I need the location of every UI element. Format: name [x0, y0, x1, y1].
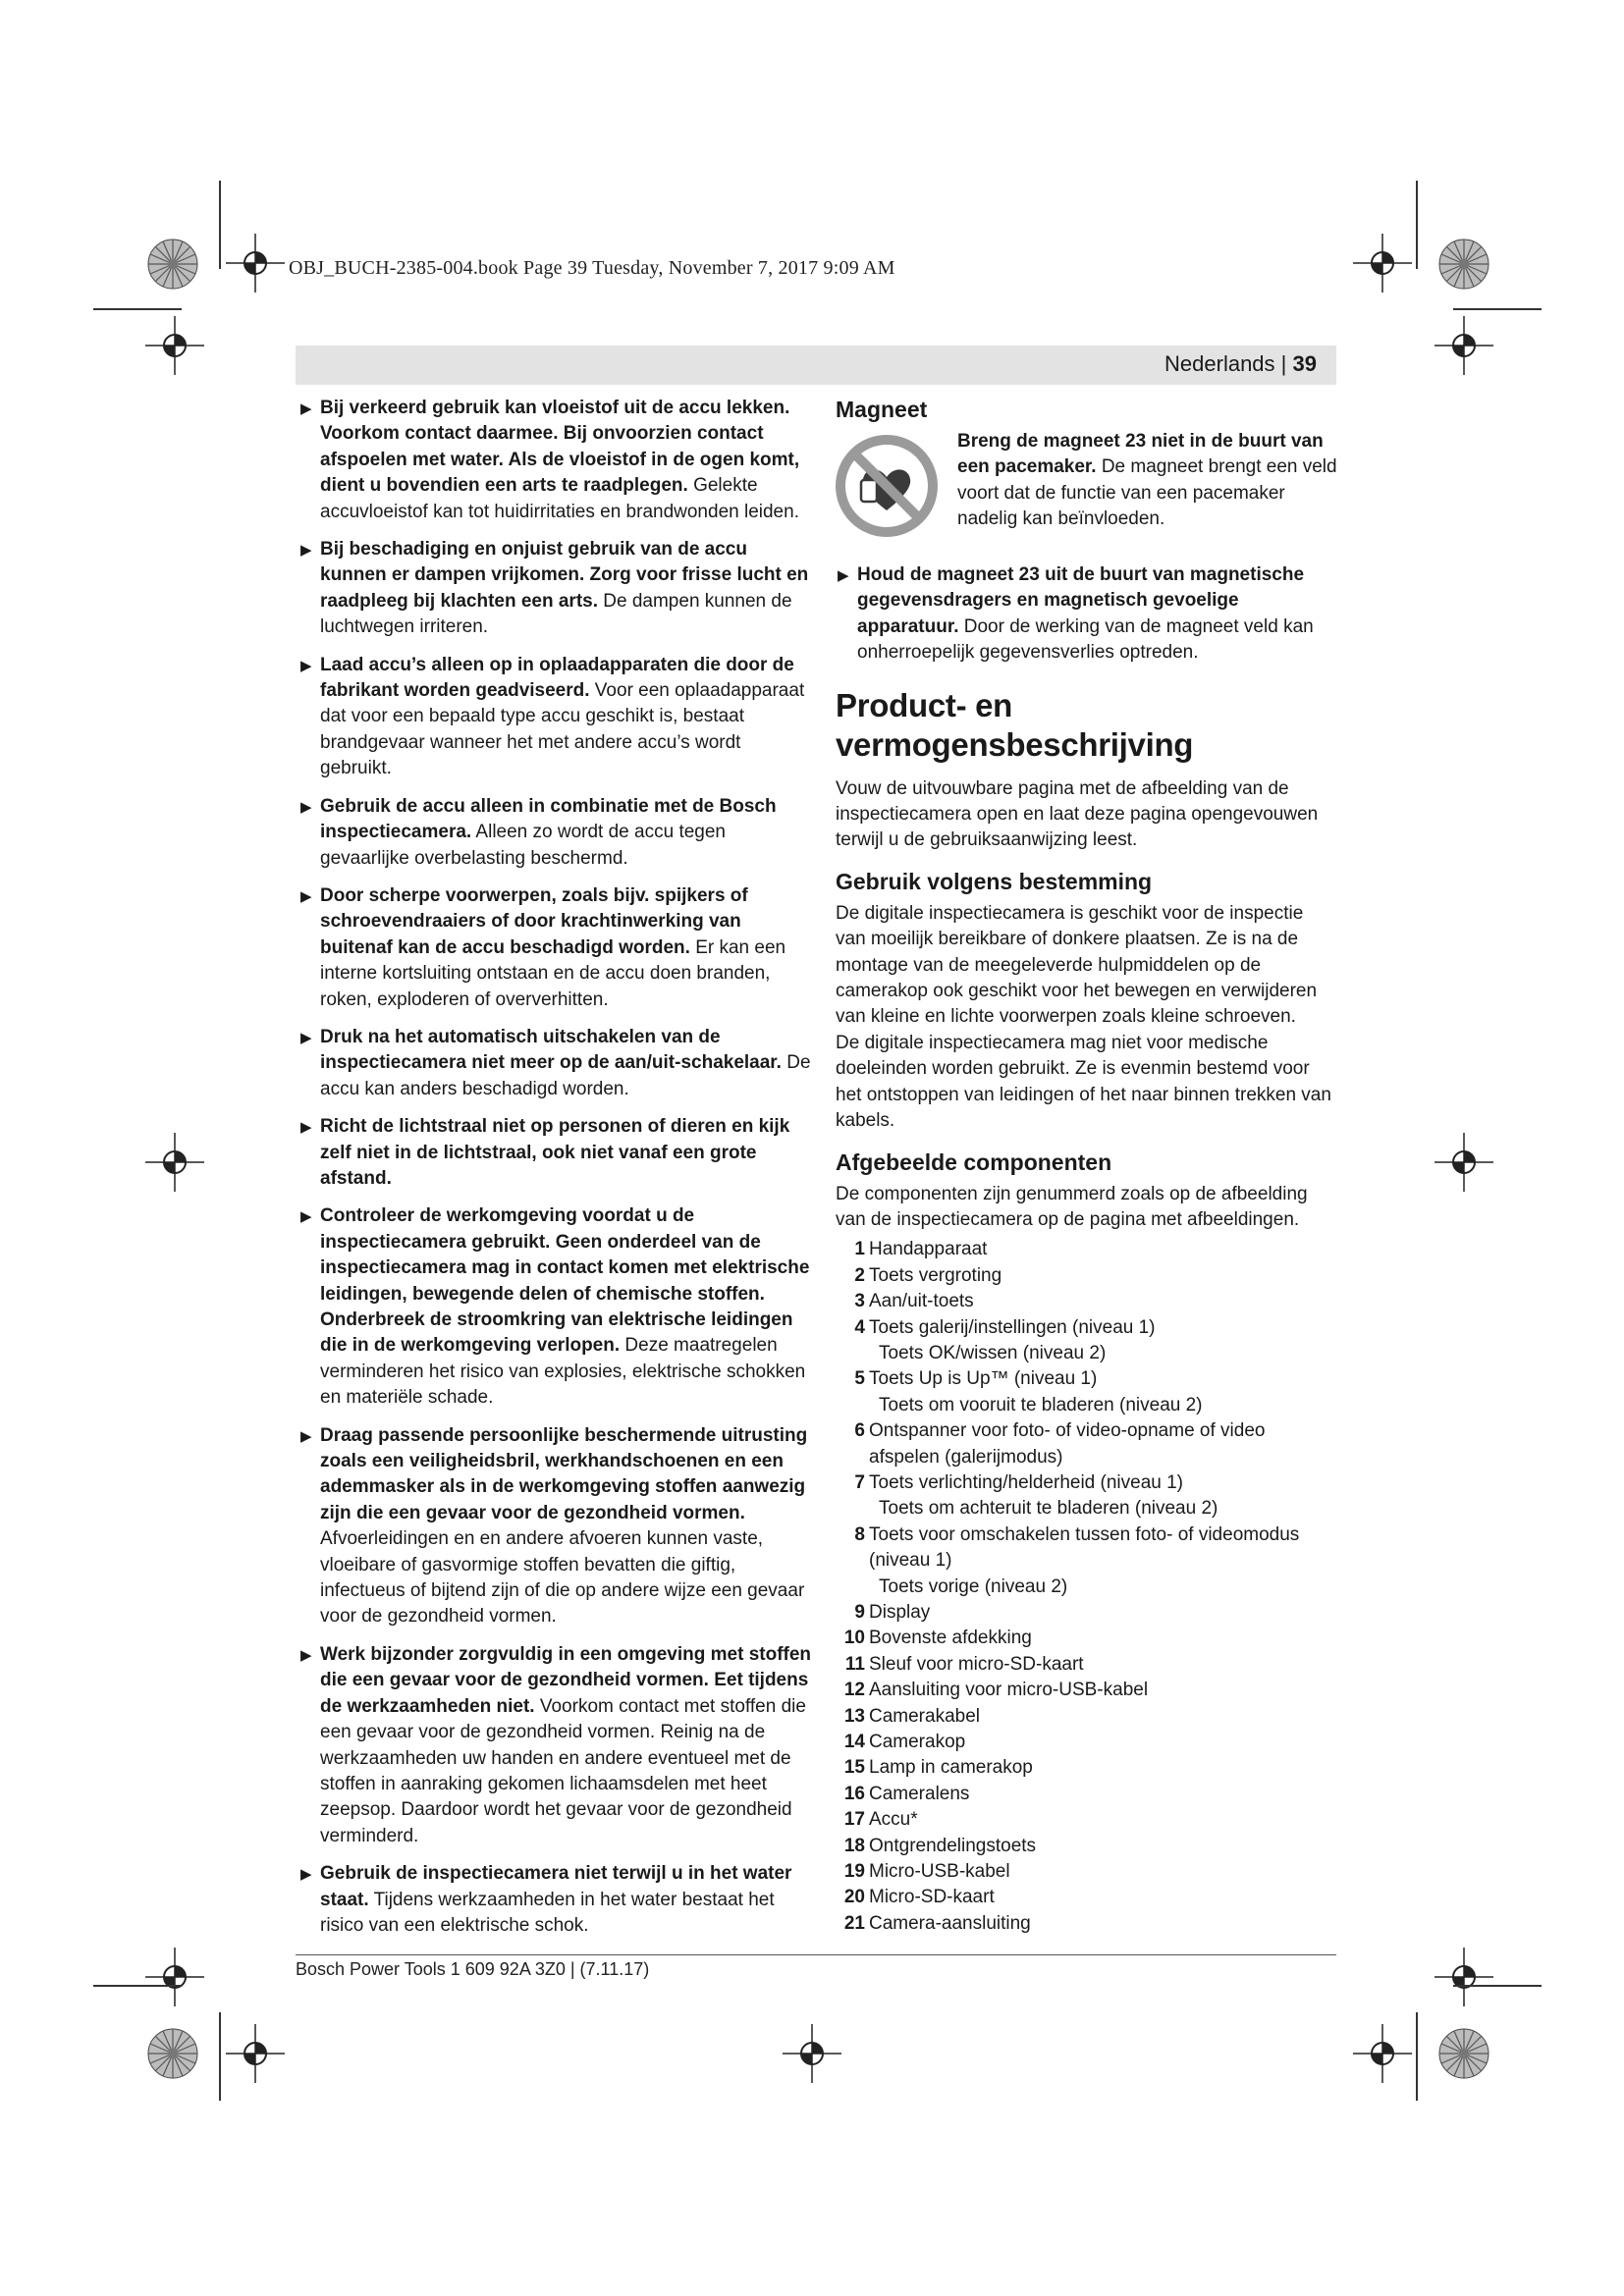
component-number: 13: [843, 1705, 865, 1727]
trim-line: [1453, 308, 1542, 310]
use-text-2: De digitale inspectiecamera mag niet voor medische doeleinden worden gebruikt. Ze is evenmin bestemd voor het ontstoppen van leidingen of het naar binnen trekken van kabels.: [836, 1032, 1331, 1132]
bullet-bold-text: Door scherpe voorwerpen, zoals bijv. spijkers of schroevendraaiers of door krachtinwerking van buitenaf kan de accu beschadigd worden.: [320, 884, 748, 958]
components-intro: De componenten zijn genummerd zoals op de afbeelding van de inspectiecamera op de pagina met afbeeldingen.: [836, 1183, 1308, 1230]
header-separator: |: [1280, 351, 1287, 376]
registration-mark-icon: [1353, 2024, 1412, 2083]
component-number: 11: [844, 1653, 865, 1675]
bullet-bold-text: Bij beschadiging en onjuist gebruik van de accu kunnen er dampen vrijkomen. Zorg voor frisse lucht en raadpleeg bij klachten een arts.: [320, 539, 809, 612]
bullet-bold-text: Laad accu’s alleen op in oplaadapparaten die door de fabrikant worden geadviseerd.: [320, 654, 794, 702]
color-wheel-icon: [147, 2028, 198, 2079]
component-item: [836, 1263, 1338, 1289]
registration-mark-icon: [226, 234, 285, 293]
bullet-normal-text: Voor een oplaadapparaat dat voor een bepaald type accu geschikt is, bestaat brandgevaar wanneer het met andere accu’s wordt gebruikt.: [320, 680, 805, 779]
trim-line: [219, 2012, 221, 2101]
component-item: [836, 1782, 1338, 1807]
component-label: Ontspanner voor foto- of video-opname of video afspelen (galerijmodus): [869, 1420, 1266, 1468]
registration-mark-icon: [145, 1133, 204, 1192]
file-info-line: OBJ_BUCH-2385-004.book Page 39 Tuesday, November 7, 2017 9:09 AM: [289, 257, 895, 279]
product-heading: Product- en vermogensbeschrijving: [836, 686, 1194, 763]
magnet-bullet-bold: Houd de magneet 23 uit de buurt van magnetische gegevensdragers en magnetisch gevoelige apparatuur.: [857, 564, 1305, 637]
component-number: 10: [843, 1628, 865, 1649]
bullet-normal-text: Er kan een interne kortsluiting ontstaan en de accu doen branden, roken, exploderen of oververhitten.: [320, 936, 786, 1010]
registration-mark-icon: [783, 2024, 841, 2083]
use-text-1: De digitale inspectiecamera is geschikt voor de inspectie van moeilijk bereikbare of donkere plaatsen. Ze is na de montage van de meegeleverde hulpmiddelen op de camerakop ook geschikt voor het bewegen en verwijderen van kleine en lichte voorwerpen zoals kleine schroeven.: [836, 902, 1318, 1028]
component-number: 9: [854, 1602, 865, 1623]
component-label: Toets voor omschakelen tussen foto- of videomodus (niveau 1): [869, 1523, 1300, 1572]
bullet-bold-text: Druk na het automatisch uitschakelen van de inspectiecamera niet meer op de aan/uit-schakelaar.: [320, 1026, 782, 1074]
component-label: Aansluiting voor micro-USB-kabel: [869, 1680, 1149, 1701]
trim-line: [1416, 2012, 1418, 2101]
magnet-heading: Magneet: [836, 397, 928, 422]
page-number: 39: [1292, 351, 1317, 376]
components-list: [836, 1237, 1338, 1937]
component-item: [836, 1289, 1338, 1314]
bullet-bold-text: Controleer de werkomgeving voordat u de inspectiecamera gebruikt. Geen onderdeel van de inspectiecamera mag in contact komen met elektrische leidingen, bewegende delen of chemische stoffen. Onderbreek de stroomkring van elektrische leidingen die in de werkomgeving verlopen.: [320, 1205, 810, 1357]
triangle-right-icon: ▶: [300, 1646, 312, 1664]
component-item: [836, 1522, 1338, 1600]
component-item: [836, 1755, 1338, 1781]
safety-bullet: [298, 1423, 815, 1630]
component-number: 17: [843, 1809, 865, 1831]
component-number: 18: [843, 1835, 865, 1856]
registration-mark-icon: [1435, 316, 1493, 375]
safety-bullet: [298, 653, 815, 782]
component-number: 16: [843, 1783, 865, 1804]
left-column: [298, 396, 815, 1950]
bullet-normal-text: Alleen zo wordt de accu tegen gevaarlijke overbelasting beschermd.: [320, 822, 726, 869]
registration-mark-icon: [1353, 234, 1412, 293]
component-sub-label: Toets om vooruit te bladeren (niveau 2): [879, 1394, 1203, 1415]
triangle-right-icon: ▶: [300, 400, 312, 417]
component-label: Toets verlichting/helderheid (niveau 1): [869, 1471, 1184, 1493]
triangle-right-icon: ▶: [300, 657, 312, 674]
registration-mark-icon: [1435, 1133, 1493, 1192]
bullet-bold-text: Gebruik de accu alleen in combinatie met de Bosch inspectiecamera.: [320, 795, 777, 843]
component-number: 6: [854, 1420, 865, 1442]
triangle-right-icon: ▶: [300, 1119, 312, 1137]
bullet-bold-text: Richt de lichtstraal niet op personen of dieren en kijk zelf niet in de lichtstraal, ook niet vanaf een grote afstand.: [320, 1116, 790, 1189]
registration-mark-icon: [145, 316, 204, 375]
magnet-bullet-normal: Door de werking van de magneet veld kan onherroepelijk gegevensverlies optreden.: [857, 615, 1314, 664]
color-wheel-icon: [1438, 2028, 1489, 2079]
component-number: 5: [854, 1368, 865, 1390]
triangle-right-icon: ▶: [300, 542, 312, 560]
bullet-normal-text: Deze maatregelen verminderen het risico van explosies, elektrische schokken en materiële schade.: [320, 1335, 806, 1409]
bullet-normal-text: Tijdens werkzaamheden in het water bestaat het risico van een elektrische schok.: [320, 1889, 775, 1936]
component-label: Camera-aansluiting: [869, 1912, 1031, 1934]
component-label: Micro-SD-kaart: [869, 1887, 995, 1908]
trim-line: [93, 1985, 182, 1987]
magnet-normal: De magneet brengt een veld voort dat de functie van een pacemaker nadelig kan beïnvloeden.: [957, 456, 1337, 530]
safety-bullet: [298, 1203, 815, 1411]
component-item: [836, 1470, 1338, 1522]
component-label: Display: [869, 1602, 931, 1623]
component-label: Ontgrendelingstoets: [869, 1835, 1037, 1856]
magnet-text: [957, 429, 1338, 533]
trim-line: [93, 308, 182, 310]
component-item: [836, 1237, 1338, 1262]
safety-bullet: [298, 1025, 815, 1102]
component-label: Toets vergroting: [869, 1264, 1002, 1286]
safety-bullet: [298, 1861, 815, 1939]
trim-line: [1453, 1985, 1542, 1987]
component-number: 14: [843, 1732, 865, 1753]
color-wheel-icon: [147, 239, 198, 290]
component-number: 7: [854, 1471, 865, 1493]
component-label: Micro-USB-kabel: [869, 1861, 1010, 1883]
right-column: [836, 396, 1338, 1937]
component-label: Cameralens: [869, 1783, 970, 1804]
registration-mark-icon: [1435, 1948, 1493, 2006]
bullet-normal-text: Gelekte accuvloeistof kan tot huidirritaties en brandwonden leiden.: [320, 475, 799, 522]
triangle-right-icon: ▶: [300, 1208, 312, 1226]
trim-line: [1416, 181, 1418, 269]
component-sub-label: Toets om achteruit te bladeren (niveau 2): [879, 1498, 1218, 1520]
component-sub-label: Toets vorige (niveau 2): [879, 1575, 1068, 1597]
triangle-right-icon: ▶: [300, 1029, 312, 1046]
component-label: Toets Up is Up™ (niveau 1): [869, 1368, 1098, 1390]
component-item: [836, 1704, 1338, 1730]
component-item: [836, 1911, 1338, 1937]
safety-bullet: [298, 794, 815, 872]
footer-rule: [296, 1954, 1336, 1955]
component-number: 8: [854, 1523, 865, 1545]
component-item: [836, 1885, 1338, 1910]
component-number: 21: [843, 1912, 865, 1934]
component-item: [836, 1652, 1338, 1678]
component-item: [836, 1859, 1338, 1885]
component-label: Sleuf voor micro-SD-kaart: [869, 1653, 1084, 1675]
component-item: [836, 1730, 1338, 1755]
component-item: [836, 1626, 1338, 1651]
safety-bullet: [298, 396, 815, 525]
bullet-normal-text: Voorkom contact met stoffen die een gevaar voor de gezondheid vormen. Reinig na de werkzaamheden uw handen en andere eventueel met de stoffen in aanraking gekomen lichaamsdelen met heet zeepsop. Daardoor wordt het gevaar voor de gezondheid verminderd.: [320, 1695, 806, 1846]
component-number: 19: [843, 1861, 865, 1883]
bullet-normal-text: De accu kan anders beschadigd worden.: [320, 1052, 811, 1099]
component-item: [836, 1315, 1338, 1367]
component-item: [836, 1366, 1338, 1418]
triangle-right-icon: ▶: [300, 798, 312, 816]
component-item: [836, 1418, 1338, 1470]
component-label: Camerakop: [869, 1732, 966, 1753]
component-number: 4: [854, 1316, 865, 1338]
component-label: Toets galerij/instellingen (niveau 1): [869, 1316, 1156, 1338]
component-number: 1: [854, 1239, 865, 1260]
color-wheel-icon: [1438, 239, 1489, 290]
triangle-right-icon: ▶: [838, 567, 849, 584]
triangle-right-icon: ▶: [300, 1866, 312, 1884]
bullet-bold-text: Gebruik de inspectiecamera niet terwijl u in het water staat.: [320, 1863, 792, 1910]
bullet-normal-text: De dampen kunnen de luchtwegen irriteren.: [320, 590, 792, 638]
safety-bullet: [298, 883, 815, 1013]
magnet-bullet: [836, 562, 1338, 667]
safety-bullet: [298, 1642, 815, 1849]
magnet-bold: Breng de magneet 23 niet in de buurt van een pacemaker.: [957, 431, 1324, 478]
bullet-bold-text: Draag passende persoonlijke beschermende uitrusting zoals een veiligheidsbril, werkhandschoenen en een ademmasker als in de werkomgeving stoffen aanwezig zijn die een gevaar voor de gezondheid vormen.: [320, 1424, 808, 1523]
component-label: Aan/uit-toets: [869, 1291, 974, 1312]
bullet-normal-text: Afvoerleidingen en en andere afvoeren kunnen vaste, vloeibare of gasvormige stoffen bevatten die giftig, infectueus of bijtend zijn of die op andere wijze een gevaar voor de gezondheid vormen.: [320, 1528, 805, 1628]
component-item: [836, 1600, 1338, 1626]
registration-mark-icon: [226, 2024, 285, 2083]
component-label: Handapparaat: [869, 1239, 988, 1260]
no-pacemaker-icon: [836, 435, 938, 537]
component-item: [836, 1807, 1338, 1833]
product-intro: Vouw de uitvouwbare pagina met de afbeelding van de inspectiecamera open en laat deze pagina opengevouwen terwijl u de gebruiksaanwijzing leest.: [836, 777, 1319, 851]
header-language: Nederlands: [1164, 351, 1275, 376]
component-number: 15: [843, 1757, 865, 1779]
page-header: [296, 346, 1336, 385]
component-item: [836, 1834, 1338, 1859]
bullet-bold-text: Bij verkeerd gebruik kan vloeistof uit de accu lekken. Voorkom contact daarmee. Bij onvoorzien contact afspoelen met water. Als de vloeistof in de ogen komt, dient u bovendien een arts te raadplegen.: [320, 398, 800, 497]
safety-bullet: [298, 537, 815, 641]
triangle-right-icon: ▶: [300, 1427, 312, 1445]
magnet-warning: [836, 429, 1338, 555]
use-heading: Gebruik volgens bestemming: [836, 868, 1153, 894]
component-number: 2: [854, 1264, 865, 1286]
header-text: [1164, 351, 1317, 377]
component-number: 12: [843, 1680, 865, 1701]
trim-line: [219, 181, 221, 269]
component-label: Camerakabel: [869, 1705, 980, 1727]
component-item: [836, 1678, 1338, 1703]
safety-bullet: [298, 1114, 815, 1192]
component-label: Lamp in camerakop: [869, 1757, 1033, 1779]
footer-text: Bosch Power Tools 1 609 92A 3Z0 | (7.11.17): [296, 1959, 650, 1979]
component-number: 3: [854, 1291, 865, 1312]
component-label: Bovenste afdekking: [869, 1628, 1032, 1649]
component-sub-label: Toets OK/wissen (niveau 2): [879, 1342, 1107, 1363]
component-label: Accu*: [869, 1809, 918, 1831]
component-number: 20: [843, 1887, 865, 1908]
registration-mark-icon: [145, 1948, 204, 2006]
components-heading: Afgebeelde componenten: [836, 1148, 1112, 1175]
bullet-bold-text: Werk bijzonder zorgvuldig in een omgeving met stoffen die een gevaar voor de gezondheid vormen. Eet tijdens de werkzaamheden niet.: [320, 1643, 812, 1717]
triangle-right-icon: ▶: [300, 887, 312, 905]
